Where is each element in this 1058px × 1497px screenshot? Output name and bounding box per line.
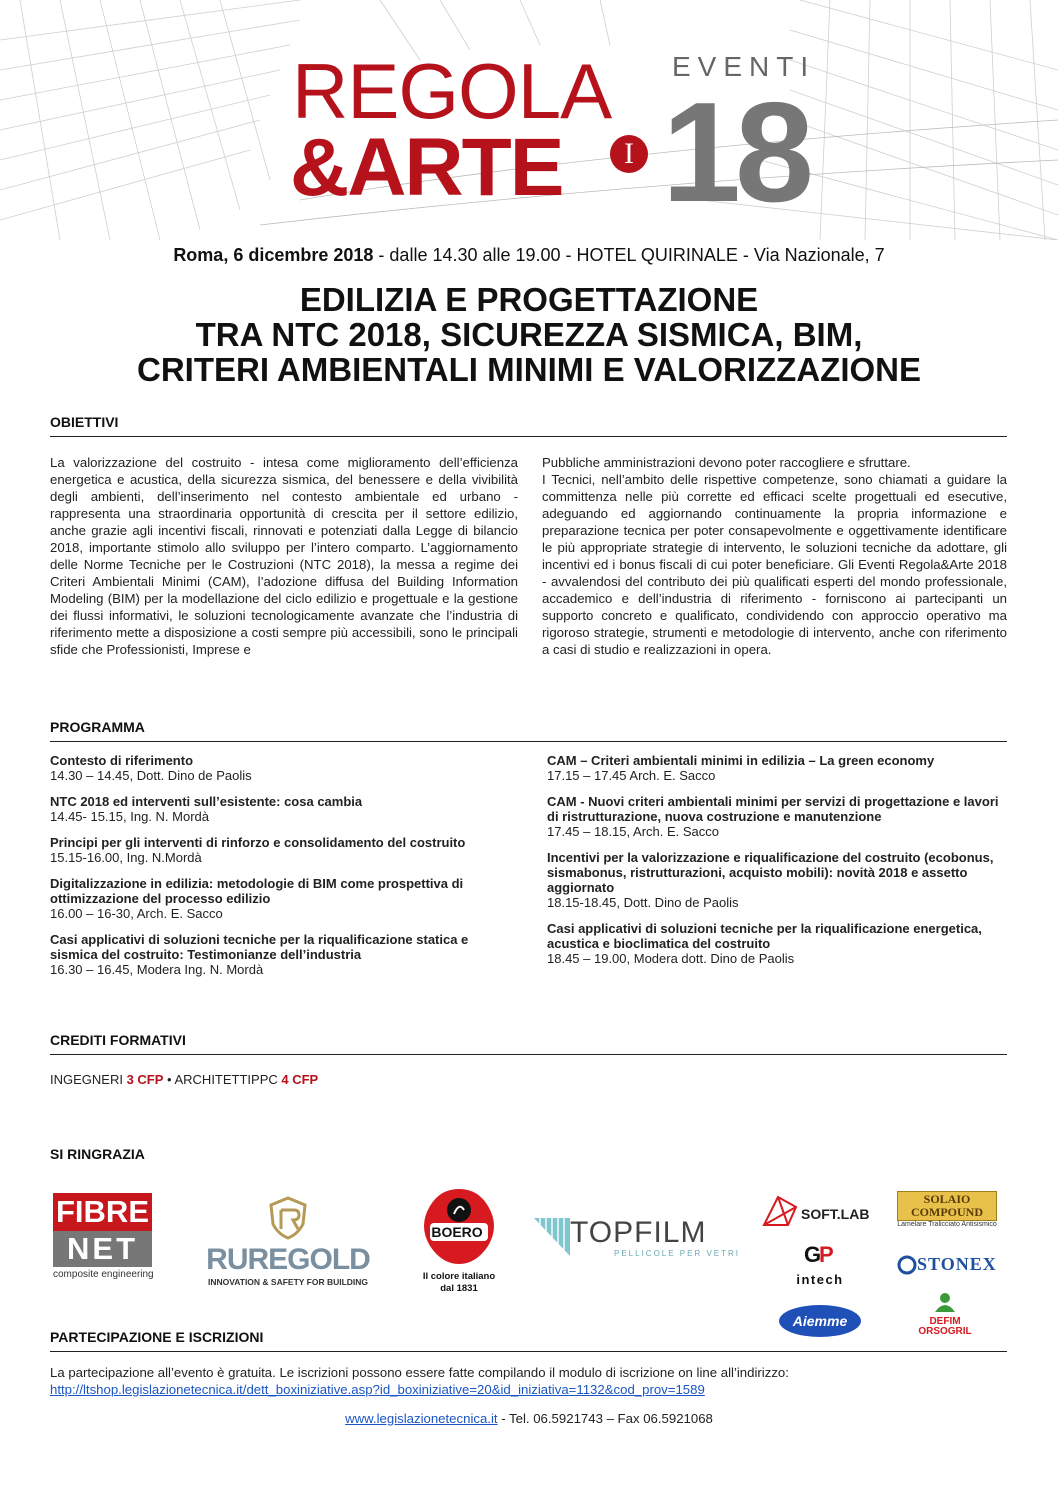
orsogril-figure-icon	[932, 1292, 958, 1312]
boero-caption-1: Il colore italiano	[422, 1271, 496, 1282]
fibrenet-bottom-text: NET	[53, 1231, 152, 1267]
partecipazione-block	[50, 1364, 1010, 1398]
crediti-ingegneri-value: 3 CFP	[126, 1072, 164, 1087]
intech-name: intech	[796, 1272, 844, 1287]
programma-right-column	[547, 753, 1002, 977]
website-link[interactable]: www.legislazionetecnica.it	[345, 1411, 498, 1426]
section-heading-partecipazione: PARTECIPAZIONE E ISCRIZIONI	[50, 1329, 1007, 1352]
sponsor-intech-logo	[788, 1240, 852, 1286]
program-item	[50, 835, 510, 865]
crediti-ingegneri-label: INGEGNERI	[50, 1072, 127, 1087]
logo-arte-text: &ARTE	[290, 122, 563, 213]
programma-left-column	[50, 753, 510, 988]
program-item-title: CAM – Criteri ambientali minimi in edilizia – La green economy	[547, 753, 935, 768]
topfilm-caption: PELLICOLE PER VETRI	[614, 1249, 741, 1258]
event-details: - dalle 14.30 alle 19.00 - HOTEL QUIRINALE - Via Nazionale, 7	[373, 245, 885, 265]
page-title	[0, 282, 1058, 387]
program-item-title: Casi applicativi di soluzioni tecniche per la riqualificazione statica e sismica del costruito: Testimonianze dell’industria	[50, 932, 469, 962]
program-item-time: 17.15 – 17.45 Arch. E. Sacco	[547, 768, 716, 783]
stonex-name: STONEX	[917, 1254, 997, 1274]
program-item-title: CAM - Nuovi criteri ambientali minimi per servizi di progettazione e lavori di ristrutturazione, nuova costruzione e manutenzione	[547, 794, 999, 824]
program-item-time: 17.45 – 18.15, Arch. E. Sacco	[547, 824, 720, 839]
aiemme-name: Aiemme	[792, 1313, 848, 1329]
footer-phone-fax: - Tel. 06.5921743 – Fax 06.5921068	[497, 1411, 713, 1426]
program-item	[547, 753, 1002, 783]
topfilm-stripes-icon	[532, 1216, 572, 1258]
boero-name: BOERO	[431, 1224, 483, 1240]
program-item	[50, 753, 510, 783]
program-item-time: 14.30 – 14.45, Dott. Dino de Paolis	[50, 768, 252, 783]
solaio-caption: Lamelare Tralicciato Antisismico	[897, 1221, 997, 1228]
crediti-architetti-label: • ARCHITETTIPPC	[163, 1072, 282, 1087]
program-item	[50, 932, 510, 977]
svg-text:P: P	[819, 1242, 834, 1267]
logo-regola-text: REGOLA	[292, 47, 612, 135]
program-item-title: Principi per gli interventi di rinforzo e consolidamento del costruito	[50, 835, 466, 850]
title-line-2: TRA NTC 2018, SICUREZZA SISMICA, BIM,	[195, 316, 863, 353]
sponsor-fibrenet-logo	[53, 1193, 152, 1280]
section-heading-crediti: CREDITI FORMATIVI	[50, 1032, 1007, 1055]
program-item	[50, 876, 510, 921]
softlab-triangle-icon	[760, 1193, 800, 1229]
obiettivi-left-column: La valorizzazione del costruito - intesa come miglioramento dell’efficienza energetica e acustica, della sicurezza sismica, del benessere e della vivibilità degli ambienti, dell’inserimento nel contesto ambientale ed urbano - rappresenta una straordinaria opportunità di crescita per il settore edilizio, anche grazie agli incentivi fiscali, rinnovati e potenziati dalla Legge di bilancio 2018, importante stimolo allo sviluppo per l’intero comparto. L’aggiornamento delle Norme Tecniche per le Costruzioni (NTC 2018), la messa a regime dei Criteri Ambientali Minimi (CAM), l’adozione diffusa del Building Information Modeling (BIM) per la modellazione del ciclo edilizio e progettuale e la gestione dei flussi informativi, le soluzioni tecnologicamente avanzate che l’industria di riferimento mette a disposizione a costi sempre più accessibili, sono le principali sfide che Professionisti, Imprese e	[50, 455, 518, 657]
intech-gp-icon	[802, 1240, 838, 1268]
ruregold-caption: INNOVATION & SAFETY FOR BUILDING	[207, 1277, 369, 1287]
fibrenet-top-text: FIBRE	[53, 1193, 152, 1231]
title-line-1: EDILIZIA E PROGETTAZIONE	[299, 281, 759, 318]
program-item-time: 18.15-18.45, Dott. Dino de Paolis	[547, 895, 739, 910]
partecipazione-text: La partecipazione all’evento è gratuita. Le iscrizioni possono essere fatte compilando il modulo di iscrizione on line all’indirizzo:	[50, 1365, 789, 1380]
program-item-title: Contesto di riferimento	[50, 753, 194, 768]
sponsor-boero-logo	[414, 1186, 504, 1295]
obiettivi-right-paragraph-2: I Tecnici, nell’ambito delle rispettive competenze, sono chiamati a guidare la committenza nelle più corrette ed efficaci scelte progettuali ed esecutive, adeguando ed aggiornando continuamente la propria informazione e preparazione tecnica per poter consapevolmente e oggettivamente identificare le più appropriate strategie di intervento, le soluzioni tecniche da adottare, gli incentivi ed i bonus fiscali di cui poter beneficiare. Gli Eventi Regola&Arte 2018 - avvalendosi del contributo dei più qualificati esperti del mondo professionale, accademico e dell’industria di riferimento - forniscono ai partecipanti un supporto concreto e qualificato, condividendo con approccio operativo ma rigoroso strategie, strumenti e metodologie di intervento, anche con riferimento a casi di studio e realizzazioni in opera.	[542, 472, 1007, 657]
program-item-title: Incentivi per la valorizzazione e riqualificazione del costruito (ecobonus, sismabonus, ristrutturazioni, acquisto mobili): novità 2018 e assetto aggiornato	[547, 850, 994, 895]
program-item-title: NTC 2018 ed interventi sull’esistente: cosa cambia	[50, 794, 363, 809]
program-item-time: 14.45- 15.15, Ing. N. Mordà	[50, 809, 209, 824]
event-info	[0, 245, 1058, 266]
topfilm-name: TOPFILM	[570, 1216, 707, 1249]
logo-year: 18	[662, 73, 808, 232]
program-item	[547, 921, 1002, 966]
obiettivi-right-column	[542, 454, 1007, 658]
sponsor-stonex-logo	[897, 1253, 1007, 1277]
sponsor-ruregold-logo	[203, 1196, 373, 1287]
boero-caption-2: dal 1831	[440, 1283, 478, 1294]
event-date: Roma, 6 dicembre 2018	[173, 245, 374, 265]
stonex-globe-icon	[897, 1255, 917, 1275]
section-heading-programma: PROGRAMMA	[50, 719, 1007, 742]
sponsor-solaio-compound-logo	[897, 1183, 997, 1229]
registration-link[interactable]: http://ltshop.legislazionetecnica.it/dett_boxiniziative.asp?id_boxiniziative=20&id_iniziativa=1132&cod_prov=1589	[50, 1382, 705, 1397]
section-heading-obiettivi: OBIETTIVI	[50, 414, 1007, 437]
program-item-time: 18.45 – 19.00, Modera dott. Dino de Paolis	[547, 951, 795, 966]
program-item	[547, 850, 1002, 910]
footer-contacts	[0, 1410, 1058, 1427]
ruregold-shield-icon	[268, 1196, 308, 1240]
program-item	[50, 794, 510, 824]
solaio-name: SOLAIO COMPOUND	[897, 1191, 997, 1221]
program-item-title: Casi applicativi di soluzioni tecniche per la riqualificazione energetica, acustica e bioclimatica del costruito	[547, 921, 982, 951]
program-item-title: Digitalizzazione in edilizia: metodologie di BIM come prospettiva di ottimizzazione del processo edilizio	[50, 876, 464, 906]
section-heading-ringrazia: SI RINGRAZIA	[50, 1146, 145, 1162]
crediti-line	[50, 1071, 318, 1088]
fibrenet-caption: composite engineering	[53, 1269, 154, 1280]
logo-roman-numeral-badge: I	[610, 135, 648, 173]
crediti-architetti-value: 4 CFP	[281, 1072, 319, 1087]
program-item-time: 15.15-16.00, Ing. N.Mordà	[50, 850, 202, 865]
ruregold-name: RUREGOLD	[206, 1243, 370, 1276]
svg-text:G: G	[804, 1242, 822, 1267]
program-item-time: 16.00 – 16-30, Arch. E. Sacco	[50, 906, 223, 921]
logo-eventi-text: EVENTI	[672, 51, 816, 82]
softlab-name: SOFT.LAB	[801, 1206, 870, 1222]
title-line-3: CRITERI AMBIENTALI MINIMI E VALORIZZAZIONE	[136, 351, 921, 388]
obiettivi-right-paragraph-1: Pubbliche amministrazioni devono poter raccogliere e sfruttare.	[542, 455, 911, 470]
orsogril-name: DEFIM ORSOGRIL	[918, 1316, 972, 1337]
sponsor-softlab-logo	[760, 1193, 880, 1231]
program-item	[547, 794, 1002, 839]
program-item-time: 16.30 – 16.45, Modera Ing. N. Mordà	[50, 962, 264, 977]
